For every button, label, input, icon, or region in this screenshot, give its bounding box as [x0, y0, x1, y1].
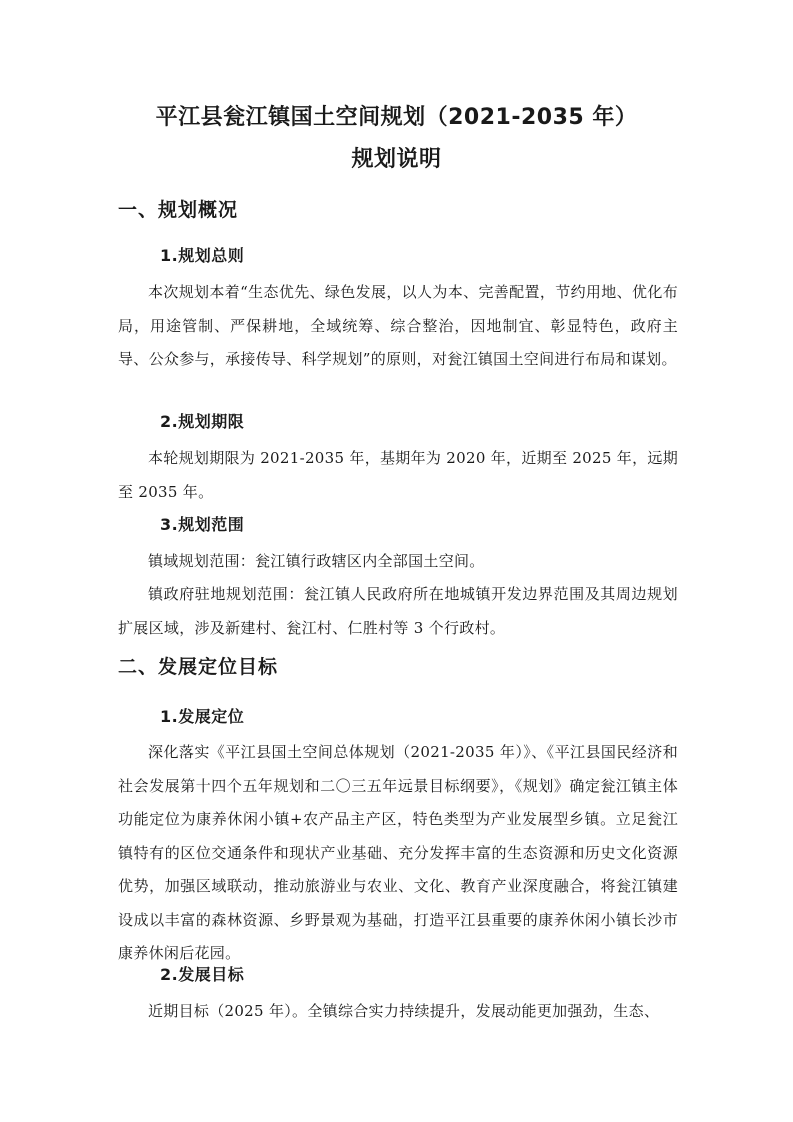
subsection-heading-planning-scope: 3.规划范围 — [160, 515, 245, 534]
subsection-heading-planning-period: 2.规划期限 — [160, 412, 245, 431]
paragraph-goals: 近期目标（2025 年）。全镇综合实力持续提升，发展动能更加强劲，生态、 — [148, 1002, 660, 1020]
document-subtitle: 规划说明 — [351, 147, 442, 172]
paragraph-town-scope: 镇域规划范围：瓮江镇行政辖区内全部国土空间。 — [148, 552, 485, 570]
paragraph-general-principles: 本次规划本着“生态优先、绿色发展，以人为本、完善配置，节约用地、优化布局，用途管制、严保耕地，全域统筹、综合整治，因地制宜、彰显特色，政府主导、公众参与，承接传导、科学规划”的原则，对瓮江镇国土空间进行布局和谋划。 — [118, 283, 678, 368]
subsection-heading-positioning: 1.发展定位 — [160, 707, 245, 726]
subsection-heading-goals: 2.发展目标 — [160, 965, 245, 984]
paragraph-government-seat-scope: 镇政府驻地规划范围：瓮江镇人民政府所在地城镇开发边界范围及其周边规划扩展区域，涉及新建村、瓮江村、仁胜村等 3 个行政村。 — [118, 585, 678, 637]
section-heading-development-positioning: 二、发展定位目标 — [118, 656, 279, 678]
section-heading-overview: 一、规划概况 — [118, 199, 239, 221]
paragraph-planning-period: 本轮规划期限为 2021-2035 年，基期年为 2020 年，近期至 2025 年，远期至 2035 年。 — [118, 449, 678, 501]
document-title: 平江县瓮江镇国土空间规划（2021-2035 年） — [155, 105, 638, 130]
subsection-heading-general-principles: 1.规划总则 — [160, 246, 245, 265]
paragraph-positioning: 深化落实《平江县国土空间总体规划（2021-2035 年）》、《平江县国民经济和社会发展第十四个五年规划和二〇三五年远景目标纲要》，《规划》确定瓮江镇主体功能定位为康养休闲小镇+农产品主产区，特色类型为产业发展型乡镇。立足瓮江镇特有的区位交通条件和现状产业基础、充分发挥丰富的生态资源和历史文化资源优势，加强区域联动，推动旅游业与农业、文化、教育产业深度融合，将瓮江镇建设成以丰富的森林资源、乡野景观为基础，打造平江县重要的康养休闲小镇长沙市康养休闲后花园。 — [118, 743, 678, 962]
